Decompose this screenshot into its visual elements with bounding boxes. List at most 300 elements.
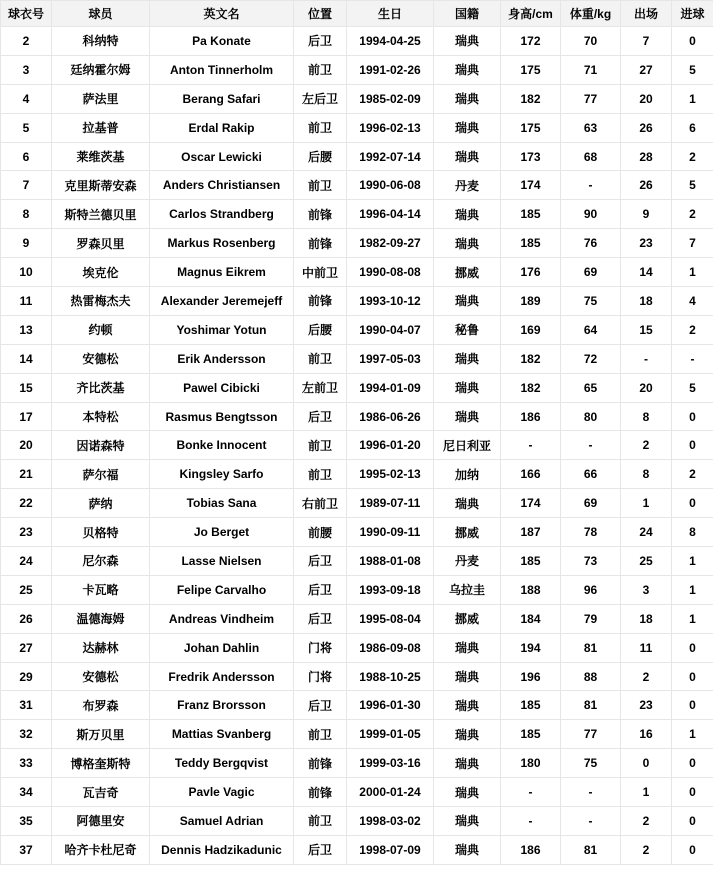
table-cell: Dennis Hadzikadunic	[150, 835, 294, 864]
table-cell: 瑞典	[434, 720, 501, 749]
table-cell: 门将	[294, 633, 347, 662]
table-cell: 2	[1, 27, 52, 56]
table-cell: 前锋	[294, 749, 347, 778]
table-cell: 0	[672, 778, 713, 807]
roster-body	[1, 27, 713, 865]
table-cell: 2000-01-24	[347, 778, 434, 807]
table-cell: 35	[1, 807, 52, 836]
table-cell: 1990-09-11	[347, 518, 434, 547]
table-cell: 博格奎斯特	[52, 749, 150, 778]
table-cell: 后腰	[294, 315, 347, 344]
table-cell: 斯特兰德贝里	[52, 200, 150, 229]
table-cell: 26	[621, 113, 672, 142]
table-cell: 萨尔福	[52, 460, 150, 489]
table-cell: 1	[672, 575, 713, 604]
table-row	[1, 749, 713, 778]
table-cell: 左前卫	[294, 373, 347, 402]
table-cell: 安德松	[52, 662, 150, 691]
table-cell: 169	[501, 315, 561, 344]
table-cell: Anders Christiansen	[150, 171, 294, 200]
table-row	[1, 55, 713, 84]
column-header: 球衣号	[1, 1, 52, 27]
table-row	[1, 807, 713, 836]
table-cell: 186	[501, 835, 561, 864]
column-header: 进球	[672, 1, 713, 27]
table-cell: 卡瓦略	[52, 575, 150, 604]
table-cell: 182	[501, 344, 561, 373]
table-cell: 1996-02-13	[347, 113, 434, 142]
table-cell: 77	[561, 84, 621, 113]
table-row	[1, 691, 713, 720]
table-cell: 2	[672, 315, 713, 344]
table-cell: 1990-04-07	[347, 315, 434, 344]
table-cell: 1990-08-08	[347, 258, 434, 287]
table-cell: 63	[561, 113, 621, 142]
table-cell: 4	[672, 287, 713, 316]
table-cell: -	[621, 344, 672, 373]
table-cell: Lasse Nielsen	[150, 547, 294, 576]
table-cell: 丹麦	[434, 547, 501, 576]
table-cell: -	[672, 344, 713, 373]
table-cell: 13	[1, 315, 52, 344]
table-cell: 达赫林	[52, 633, 150, 662]
table-row	[1, 373, 713, 402]
table-cell: 1996-04-14	[347, 200, 434, 229]
table-cell: 克里斯蒂安森	[52, 171, 150, 200]
table-cell: 26	[1, 604, 52, 633]
table-cell: 1992-07-14	[347, 142, 434, 171]
table-cell: 瑞典	[434, 662, 501, 691]
table-cell: 前锋	[294, 200, 347, 229]
table-cell: 瑞典	[434, 778, 501, 807]
table-cell: 66	[561, 460, 621, 489]
table-cell: 31	[1, 691, 52, 720]
table-cell: 前卫	[294, 460, 347, 489]
table-cell: 15	[1, 373, 52, 402]
table-cell: 后卫	[294, 604, 347, 633]
table-cell: 70	[561, 27, 621, 56]
table-cell: 4	[1, 84, 52, 113]
table-row	[1, 633, 713, 662]
table-cell: 78	[561, 518, 621, 547]
table-cell: 挪威	[434, 518, 501, 547]
table-cell: 尼尔森	[52, 547, 150, 576]
table-cell: 27	[621, 55, 672, 84]
table-cell: 185	[501, 691, 561, 720]
table-cell: Bonke Innocent	[150, 431, 294, 460]
table-cell: 1	[672, 720, 713, 749]
table-row	[1, 171, 713, 200]
table-cell: 瑞典	[434, 84, 501, 113]
table-cell: 萨法里	[52, 84, 150, 113]
table-cell: 约顿	[52, 315, 150, 344]
column-header: 出场	[621, 1, 672, 27]
table-cell: 乌拉圭	[434, 575, 501, 604]
table-cell: 后卫	[294, 691, 347, 720]
table-cell: 哈齐卡杜尼奇	[52, 835, 150, 864]
table-cell: 81	[561, 691, 621, 720]
table-cell: 布罗森	[52, 691, 150, 720]
table-cell: 80	[561, 402, 621, 431]
table-cell: 79	[561, 604, 621, 633]
table-cell: 0	[672, 749, 713, 778]
table-row	[1, 315, 713, 344]
table-cell: 3	[1, 55, 52, 84]
table-cell: 88	[561, 662, 621, 691]
table-cell: Oscar Lewicki	[150, 142, 294, 171]
table-cell: 18	[621, 287, 672, 316]
table-cell: Erik Andersson	[150, 344, 294, 373]
table-cell: Teddy Bergqvist	[150, 749, 294, 778]
table-cell: 26	[621, 171, 672, 200]
table-cell: Yoshimar Yotun	[150, 315, 294, 344]
table-cell: 16	[621, 720, 672, 749]
table-row	[1, 27, 713, 56]
table-cell: Samuel Adrian	[150, 807, 294, 836]
table-cell: Markus Rosenberg	[150, 229, 294, 258]
table-cell: 77	[561, 720, 621, 749]
table-cell: 1991-02-26	[347, 55, 434, 84]
table-cell: 秘鲁	[434, 315, 501, 344]
table-row	[1, 575, 713, 604]
table-cell: 17	[1, 402, 52, 431]
table-cell: 184	[501, 604, 561, 633]
table-cell: 瑞典	[434, 691, 501, 720]
table-cell: 75	[561, 749, 621, 778]
table-cell: 8	[1, 200, 52, 229]
header-row	[1, 1, 713, 27]
table-cell: 前腰	[294, 518, 347, 547]
table-cell: Carlos Strandberg	[150, 200, 294, 229]
table-cell: 前卫	[294, 113, 347, 142]
table-cell: 65	[561, 373, 621, 402]
table-cell: 68	[561, 142, 621, 171]
table-cell: 20	[1, 431, 52, 460]
table-cell: 2	[672, 142, 713, 171]
column-header: 身高/cm	[501, 1, 561, 27]
table-cell: 右前卫	[294, 489, 347, 518]
table-cell: 188	[501, 575, 561, 604]
table-cell: 1986-06-26	[347, 402, 434, 431]
table-cell: Rasmus Bengtsson	[150, 402, 294, 431]
table-cell: 25	[621, 547, 672, 576]
table-cell: 丹麦	[434, 171, 501, 200]
table-cell: 挪威	[434, 604, 501, 633]
table-cell: 瑞典	[434, 27, 501, 56]
table-cell: 前卫	[294, 431, 347, 460]
table-cell: 瑞典	[434, 402, 501, 431]
table-cell: 前锋	[294, 287, 347, 316]
table-cell: 8	[672, 518, 713, 547]
table-cell: 1	[672, 604, 713, 633]
table-cell: 廷纳霍尔姆	[52, 55, 150, 84]
table-cell: 20	[621, 84, 672, 113]
table-cell: 0	[672, 807, 713, 836]
table-cell: Erdal Rakip	[150, 113, 294, 142]
table-cell: 23	[1, 518, 52, 547]
table-cell: 81	[561, 633, 621, 662]
table-cell: 尼日利亚	[434, 431, 501, 460]
table-cell: -	[501, 431, 561, 460]
table-cell: -	[561, 778, 621, 807]
column-header: 国籍	[434, 1, 501, 27]
table-cell: Fredrik Andersson	[150, 662, 294, 691]
table-cell: -	[561, 431, 621, 460]
table-cell: 182	[501, 373, 561, 402]
table-cell: 1995-02-13	[347, 460, 434, 489]
table-cell: 瑞典	[434, 55, 501, 84]
table-cell: 6	[1, 142, 52, 171]
table-cell: Johan Dahlin	[150, 633, 294, 662]
table-cell: 斯万贝里	[52, 720, 150, 749]
table-cell: 6	[672, 113, 713, 142]
table-row	[1, 344, 713, 373]
table-cell: 前卫	[294, 171, 347, 200]
table-cell: 1985-02-09	[347, 84, 434, 113]
table-cell: 18	[621, 604, 672, 633]
table-cell: 1996-01-30	[347, 691, 434, 720]
table-cell: 25	[1, 575, 52, 604]
table-cell: -	[561, 807, 621, 836]
table-cell: 22	[1, 489, 52, 518]
table-cell: 10	[1, 258, 52, 287]
table-cell: 7	[621, 27, 672, 56]
table-cell: 75	[561, 287, 621, 316]
table-cell: 11	[1, 287, 52, 316]
table-row	[1, 604, 713, 633]
table-cell: Tobias Sana	[150, 489, 294, 518]
table-cell: 175	[501, 113, 561, 142]
table-cell: 前卫	[294, 344, 347, 373]
table-cell: 2	[621, 835, 672, 864]
table-cell: 96	[561, 575, 621, 604]
table-row	[1, 835, 713, 864]
table-cell: 因诺森特	[52, 431, 150, 460]
table-cell: 0	[672, 633, 713, 662]
table-cell: 21	[1, 460, 52, 489]
table-cell: 7	[672, 229, 713, 258]
table-row	[1, 84, 713, 113]
column-header: 球员	[52, 1, 150, 27]
table-cell: 1986-09-08	[347, 633, 434, 662]
table-cell: 后腰	[294, 142, 347, 171]
table-cell: 1988-10-25	[347, 662, 434, 691]
table-cell: 拉基普	[52, 113, 150, 142]
table-cell: Alexander Jeremejeff	[150, 287, 294, 316]
table-cell: 瑞典	[434, 200, 501, 229]
table-row	[1, 431, 713, 460]
table-cell: 0	[672, 431, 713, 460]
table-cell: 1993-10-12	[347, 287, 434, 316]
table-cell: 瑞典	[434, 287, 501, 316]
table-cell: 9	[621, 200, 672, 229]
table-cell: 166	[501, 460, 561, 489]
table-cell: 莱维茨基	[52, 142, 150, 171]
table-cell: 瑞典	[434, 489, 501, 518]
table-cell: 左后卫	[294, 84, 347, 113]
table-cell: 185	[501, 547, 561, 576]
table-cell: 1989-07-11	[347, 489, 434, 518]
table-cell: 174	[501, 171, 561, 200]
table-cell: Mattias Svanberg	[150, 720, 294, 749]
table-cell: 前锋	[294, 778, 347, 807]
table-cell: Jo Berget	[150, 518, 294, 547]
table-cell: 186	[501, 402, 561, 431]
table-cell: 24	[621, 518, 672, 547]
table-cell: 182	[501, 84, 561, 113]
table-cell: 2	[621, 662, 672, 691]
table-cell: 科纳特	[52, 27, 150, 56]
table-cell: 1994-04-25	[347, 27, 434, 56]
table-cell: 后卫	[294, 27, 347, 56]
table-cell: 后卫	[294, 835, 347, 864]
table-cell: 1998-07-09	[347, 835, 434, 864]
table-row	[1, 402, 713, 431]
table-cell: 0	[621, 749, 672, 778]
table-cell: 阿德里安	[52, 807, 150, 836]
table-row	[1, 518, 713, 547]
table-cell: 14	[621, 258, 672, 287]
table-row	[1, 200, 713, 229]
table-cell: 24	[1, 547, 52, 576]
table-cell: 29	[1, 662, 52, 691]
table-cell: 33	[1, 749, 52, 778]
table-row	[1, 460, 713, 489]
table-cell: 瑞典	[434, 344, 501, 373]
table-cell: 37	[1, 835, 52, 864]
table-cell: 1	[672, 84, 713, 113]
table-cell: -	[561, 171, 621, 200]
table-cell: 萨纳	[52, 489, 150, 518]
table-cell: 后卫	[294, 575, 347, 604]
table-cell: 瑞典	[434, 633, 501, 662]
table-cell: 瑞典	[434, 835, 501, 864]
table-cell: 5	[672, 171, 713, 200]
table-cell: 1997-05-03	[347, 344, 434, 373]
table-cell: Franz Brorsson	[150, 691, 294, 720]
table-cell: 本特松	[52, 402, 150, 431]
table-cell: -	[501, 807, 561, 836]
table-cell: Pavle Vagic	[150, 778, 294, 807]
table-cell: 73	[561, 547, 621, 576]
table-cell: 瑞典	[434, 373, 501, 402]
column-header: 位置	[294, 1, 347, 27]
table-cell: 20	[621, 373, 672, 402]
table-cell: 5	[672, 55, 713, 84]
table-cell: 0	[672, 662, 713, 691]
table-cell: 8	[621, 402, 672, 431]
table-cell: 2	[672, 460, 713, 489]
table-cell: 71	[561, 55, 621, 84]
table-cell: 加纳	[434, 460, 501, 489]
table-row	[1, 258, 713, 287]
table-cell: 挪威	[434, 258, 501, 287]
table-row	[1, 662, 713, 691]
column-header: 体重/kg	[561, 1, 621, 27]
table-cell: Andreas Vindheim	[150, 604, 294, 633]
table-cell: 0	[672, 27, 713, 56]
table-cell: 中前卫	[294, 258, 347, 287]
table-cell: 温德海姆	[52, 604, 150, 633]
table-cell: 15	[621, 315, 672, 344]
column-header: 英文名	[150, 1, 294, 27]
table-cell: 后卫	[294, 402, 347, 431]
table-cell: 2	[621, 431, 672, 460]
table-cell: 1	[672, 258, 713, 287]
table-cell: 27	[1, 633, 52, 662]
table-cell: 1999-01-05	[347, 720, 434, 749]
table-cell: 5	[672, 373, 713, 402]
table-cell: 23	[621, 691, 672, 720]
table-cell: 后卫	[294, 547, 347, 576]
table-cell: 0	[672, 489, 713, 518]
table-cell: Felipe Carvalho	[150, 575, 294, 604]
table-cell: 23	[621, 229, 672, 258]
table-cell: 1994-01-09	[347, 373, 434, 402]
table-cell: 76	[561, 229, 621, 258]
table-cell: 罗森贝里	[52, 229, 150, 258]
table-cell: 瑞典	[434, 142, 501, 171]
table-cell: 前卫	[294, 720, 347, 749]
table-row	[1, 113, 713, 142]
table-cell: 前卫	[294, 807, 347, 836]
table-cell: 7	[1, 171, 52, 200]
table-cell: 齐比茨基	[52, 373, 150, 402]
table-row	[1, 287, 713, 316]
table-cell: Berang Safari	[150, 84, 294, 113]
table-cell: 1995-08-04	[347, 604, 434, 633]
table-cell: 11	[621, 633, 672, 662]
table-row	[1, 142, 713, 171]
table-cell: 72	[561, 344, 621, 373]
table-cell: 瑞典	[434, 749, 501, 778]
table-cell: 189	[501, 287, 561, 316]
table-cell: 2	[621, 807, 672, 836]
table-cell: 2	[672, 200, 713, 229]
table-cell: 1	[621, 778, 672, 807]
table-cell: 1993-09-18	[347, 575, 434, 604]
table-cell: 0	[672, 835, 713, 864]
table-cell: 前锋	[294, 229, 347, 258]
table-cell: 185	[501, 200, 561, 229]
table-cell: 28	[621, 142, 672, 171]
table-cell: 3	[621, 575, 672, 604]
table-cell: 1988-01-08	[347, 547, 434, 576]
table-cell: Kingsley Sarfo	[150, 460, 294, 489]
table-cell: Anton Tinnerholm	[150, 55, 294, 84]
table-cell: Pawel Cibicki	[150, 373, 294, 402]
table-cell: 90	[561, 200, 621, 229]
table-cell: 前卫	[294, 55, 347, 84]
table-cell: 瓦吉奇	[52, 778, 150, 807]
table-cell: 8	[621, 460, 672, 489]
table-cell: 安德松	[52, 344, 150, 373]
table-cell: 贝格特	[52, 518, 150, 547]
table-cell: 9	[1, 229, 52, 258]
table-cell: 187	[501, 518, 561, 547]
table-cell: 185	[501, 229, 561, 258]
table-cell: 1999-03-16	[347, 749, 434, 778]
column-header: 生日	[347, 1, 434, 27]
table-cell: 176	[501, 258, 561, 287]
table-cell: 瑞典	[434, 113, 501, 142]
table-cell: 1998-03-02	[347, 807, 434, 836]
table-cell: Pa Konate	[150, 27, 294, 56]
table-cell: 69	[561, 258, 621, 287]
table-row	[1, 229, 713, 258]
table-cell: 0	[672, 691, 713, 720]
table-cell: 32	[1, 720, 52, 749]
